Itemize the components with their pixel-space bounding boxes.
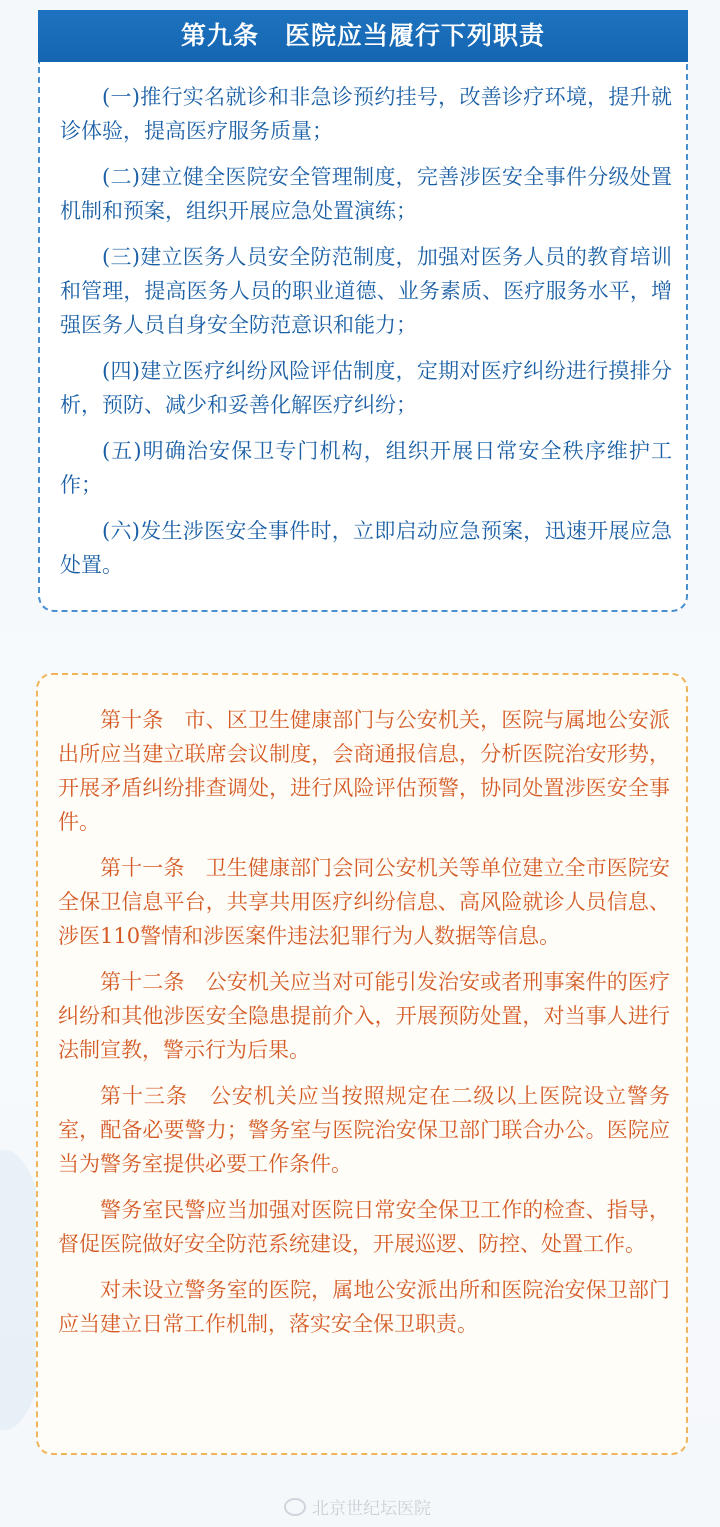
- article-9-title: 第九条 医院应当履行下列职责: [38, 10, 688, 62]
- duty-item-4: (四)建立医疗纠纷风险评估制度，定期对医疗纠纷进行摸排分析，预防、减少和妥善化解医疗纠纷；: [60, 359, 672, 417]
- article-10-text: 市、区卫生健康部门与公安机关，医院与属地公安派出所应当建立联席会议制度，会商通报信息，分析医院治安形势，开展矛盾纠纷排查调处，进行风险评估预警，协同处置涉医安全事件。: [58, 708, 671, 834]
- article-13-paragraph-3: 对未设立警务室的医院，属地公安派出所和医院治安保卫部门应当建立日常工作机制，落实安全保卫职责。: [58, 1278, 670, 1336]
- duty-item-3: (三)建立医务人员安全防范制度，加强对医务人员的教育培训和管理，提高医务人员的职业道德、业务素质、医疗服务水平，增强医务人员自身安全防范意识和能力；: [60, 245, 672, 337]
- article-9-body: [60, 80, 672, 594]
- duty-item-5: (五)明确治安保卫专门机构，组织开展日常安全秩序维护工作；: [60, 439, 672, 497]
- article-10: [58, 703, 670, 839]
- article-9-box: [38, 62, 688, 612]
- articles-10-13-body: [58, 703, 670, 1353]
- article-13-text: 公安机关应当按照规定在二级以上医院设立警务室，配备必要警力；警务室与医院治安保卫部门联合办公。医院应当为警务室提供必要工作条件。: [58, 1084, 671, 1176]
- watermark-text: 北京世纪坛医院: [312, 1499, 431, 1519]
- article-10-label: 第十条: [100, 708, 164, 732]
- article-11-text: 卫生健康部门会同公安机关等单位建立全市医院安全保卫信息平台，共享共用医疗纠纷信息、高风险就诊人员信息、涉医110警情和涉医案件违法犯罪行为人数据等信息。: [58, 856, 671, 948]
- article-12: [58, 965, 670, 1067]
- weibo-icon: [284, 1498, 306, 1516]
- articles-10-13-box: [36, 673, 688, 1455]
- article-13-label: 第十三条: [100, 1084, 188, 1108]
- article-12-text: 公安机关应当对可能引发治安或者刑事案件的医疗纠纷和其他涉医安全隐患提前介入，开展预防处置，对当事人进行法制宣教，警示行为后果。: [58, 970, 671, 1062]
- duty-item-1: (一)推行实名就诊和非急诊预约挂号，改善诊疗环境，提升就诊体验，提高医疗服务质量；: [60, 85, 672, 143]
- watermark: [284, 1494, 431, 1519]
- article-11-label: 第十一条: [100, 856, 185, 880]
- article-13: [58, 1079, 670, 1181]
- duty-item-2: (二)建立健全医院安全管理制度，完善涉医安全事件分级处置机制和预案，组织开展应急处置演练；: [60, 165, 672, 223]
- duty-item-6: (六)发生涉医安全事件时，立即启动应急预案，迅速开展应急处置。: [60, 519, 672, 577]
- article-12-label: 第十二条: [100, 970, 185, 994]
- article-9-section: [38, 10, 688, 614]
- article-11: [58, 851, 670, 953]
- article-13-paragraph-2: 警务室民警应当加强对医院日常安全保卫工作的检查、指导，督促医院做好安全防范系统建设，开展巡逻、防控、处置工作。: [58, 1198, 670, 1256]
